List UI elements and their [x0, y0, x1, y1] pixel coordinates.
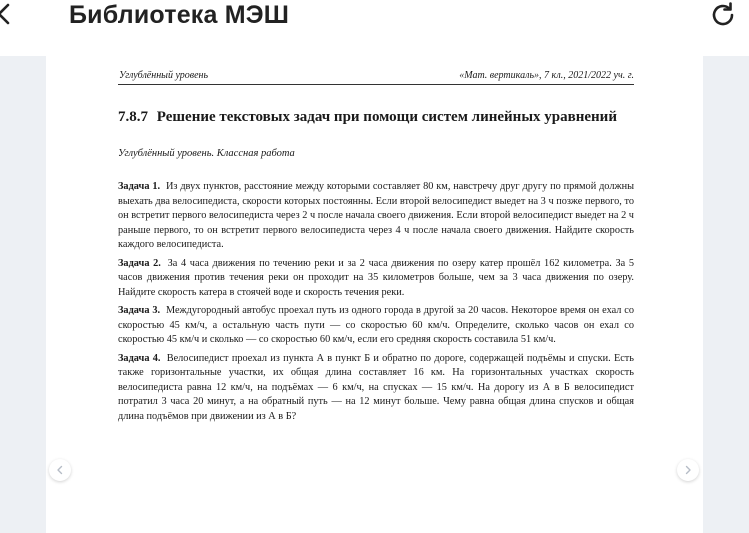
previous-page-button[interactable]: [49, 459, 71, 481]
task-list: [118, 180, 634, 428]
running-head: [118, 70, 634, 85]
task-label: Задача 1.: [118, 181, 161, 192]
task-2: [118, 257, 634, 301]
section-title: [118, 108, 634, 127]
task-text: Велосипедист проехал из пункта А в пункт Б и обратно по дороге, содержащей подъёмы и спуски. Есть также горизонтальные участки, их общая длина составляет 16 км. На горизонтальных участках скорость велосипедиста равна 12 км/ч, на подъёмах — 6 км/ч, на спусках — 15 км/ч. На дорогу из А в Б велосипедист потратил 3 часа 20 минут, а на обратный путь — на 12 минут больше. Чему равна общая длина спусков и общая длина подъёмов при движении из А в Б?: [118, 352, 634, 422]
task-4: [118, 352, 634, 425]
task-text: Из двух пунктов, расстояние между которыми составляет 80 км, навстречу друг другу по прямой должны выехать два велосипедиста, скорости которых постоянны. Если второй велосипедист выедет на 3 ч позже первого, то он встретит первого велосипедиста через 2 ч после начала своего движения. Если второй велосипедист выедет на 2 ч раньше первого, то он встретит первого велосипедиста через 4 ч после начала своего движения. Найдите скорость каждого велосипедиста.: [118, 181, 635, 250]
running-head-left: Углублённый уровень: [119, 70, 209, 81]
task-label: Задача 4.: [118, 352, 161, 364]
running-head-right: «Мат. вертикаль», 7 кл., 2021/2022 уч. г.: [459, 70, 634, 81]
next-page-button[interactable]: [677, 459, 699, 481]
section-number: 7.8.7: [118, 109, 148, 125]
document-page: [46, 56, 703, 533]
refresh-icon[interactable]: [709, 1, 737, 29]
task-label: Задача 2.: [118, 257, 161, 269]
chevron-right-icon: [683, 465, 693, 475]
task-text: За 4 часа движения по течению реки и за 2 часа движения по озеру катер прошёл 162 километра. За 5 часов движения против течения реки он проходит на 35 километров больше, чем за 3 часа движения по озеру. Найдите скорость катера в стоячей воде и скорость течения реки.: [118, 257, 635, 298]
task-label: Задача 3.: [118, 305, 161, 316]
section-title-text: Решение текстовых задач при помощи систем линейных уравнений: [156, 109, 617, 125]
app-bar: [0, 0, 749, 56]
section-subtitle: Углублённый уровень. Классная работа: [118, 148, 295, 159]
task-3: [118, 304, 634, 348]
chevron-left-icon: [55, 465, 65, 475]
app-title: Библиотека МЭШ: [69, 1, 290, 29]
back-chevron-icon[interactable]: [0, 2, 14, 26]
task-text: Междугородный автобус проехал путь из одного города в другой за 20 часов. Некоторое время он ехал со скоростью 45 км/ч, а остальную часть пути — со скоростью 60 км/ч. Определите, сколько часов он ехал со скоростью 45 км/ч и сколько — со скоростью 60 км/ч, если его средняя скорость составила 51 км/ч.: [118, 305, 635, 345]
document-viewer[interactable]: [0, 56, 749, 533]
task-1: [118, 180, 634, 253]
